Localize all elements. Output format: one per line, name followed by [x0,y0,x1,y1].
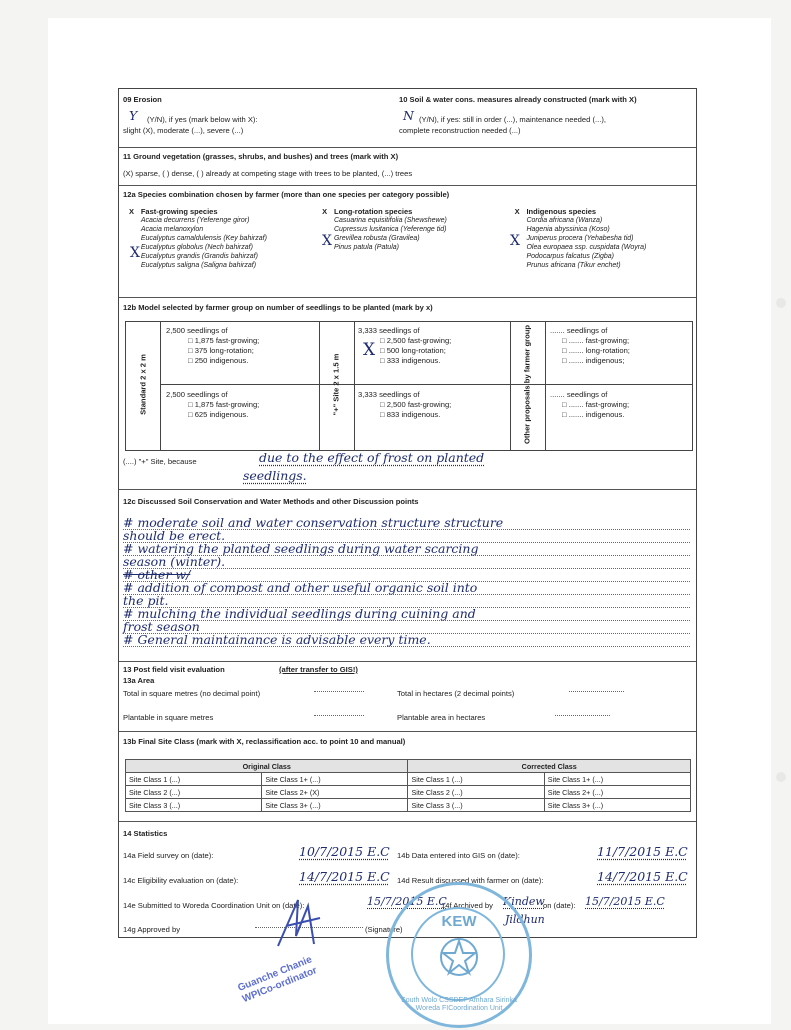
vegetation-title: 11 Ground vegetation (grasses, shrubs, and bushes) and trees (mark with X) [123,152,399,161]
fast-species-1: Acacia decurrens (Yeferenge giror) [140,217,250,224]
site-class-cell[interactable]: Site Class 1 (...) [408,773,544,786]
soil-title: 10 Soil & water cons. measures already constructed (mark with X) [399,95,637,104]
approved-label: 14g Approved by [123,925,180,934]
plus-site-reason-label: (....) "+" Site, because [123,457,197,466]
plantable-ha-label: Plantable area in hectares [397,713,486,722]
punch-hole [776,772,786,782]
site-class-cell[interactable]: Site Class 2+ (...) [544,786,690,799]
indigenous-species-5: Podocarpus falcatus (Zigba) [526,252,615,260]
indigenous-species-1: Cordia africana (Wanza) [526,217,603,224]
section-ground-vegetation [119,147,696,186]
plus-site-reason-line1: due to the effect of frost on planted [259,450,485,465]
species-row [127,253,696,262]
result-discussed-label: 14d Result discussed with farmer on (date): [397,876,544,885]
vegetation-text: (X) sparse, ( ) dense, ( ) already at competing stage with trees to be planted, (...) trees [123,169,413,178]
fast-species-2: Acacia melanoxylon [140,225,204,233]
discussion-line-7: the pit. [123,593,169,608]
soil-text1: (Y/N), if yes: still in order (...), maintenance needed (...), [419,115,606,124]
indigenous-species-6: Prunus africana (Tikur enchet) [526,261,621,269]
soil-answer: N [403,108,414,123]
round-stamp-text: South Wolo CSSDEF Amhara Sirinka Woreda FICoordination Unit [401,997,517,1012]
plus-site-label: "+" Site 2 x 1.5 m [331,353,341,416]
fast-mark: X [130,245,140,261]
long-species-3: Grevillea robusta (Gravilea) [333,234,420,242]
section-discussion [119,489,696,662]
long-species-1: Casuarina equisitifolia (Shewshewe) [333,217,447,224]
site-class-cell[interactable]: Site Class 3 (...) [126,799,262,812]
species-col-fast: Fast-growing species [140,207,218,216]
section-model [119,297,696,490]
discussion-line-8: # mulching the individual seedlings during cuining and [123,606,476,621]
area-title: 13a Area [123,676,155,685]
round-stamp-center: KEW [441,913,477,930]
species-row [127,217,696,226]
species-row [127,262,696,271]
discussion-line-5: # other w/ [123,567,191,582]
eligibility-date: 14/7/2015 E.C [299,869,390,884]
erosion-text2: slight (X), moderate (...), severe (...) [123,126,244,135]
site-class-cell[interactable]: Site Class 2 (...) [408,786,544,799]
corrected-class-header: Corrected Class [408,760,691,773]
archived-on-label: on (date): [543,901,576,910]
gis-entry-date: 11/7/2015 E.C [597,844,688,859]
original-class-header: Original Class [126,760,408,773]
discussion-line-9: frost season [123,619,200,634]
submitted-date: 15/7/2015 E.C [367,895,447,908]
discussion-line-10: # General maintainance is advisable every time. [123,632,431,647]
evaluation-title: 13 Post field visit evaluation [123,665,225,674]
model-standard-1: 2,500 seedlings of □ 1,875 fast-growing; □ 375 long-rotation; □ 250 indigenous. [166,326,260,365]
site-class-cell[interactable]: Site Class 2 (...) [126,786,262,799]
model-standard-2: 2,500 seedlings of □ 1,875 fast-growing; □ 625 indigenous. [166,390,260,419]
discussion-line-6: # addition of compost and other useful organic soil into [123,580,478,595]
signature-label: (Signature) [365,925,403,934]
site-class-cell[interactable]: Site Class 1+ (...) [544,773,690,786]
gis-entry-label: 14b Data entered into GIS on (date): [397,851,520,860]
field-survey-date: 10/7/2015 E.C [299,844,390,859]
site-class-row [126,786,691,799]
long-species-2: Cupressus lusitanica (Yeferenge tid) [333,225,447,233]
erosion-text1: (Y/N), if yes (mark below with X): [147,115,258,124]
coordinator-stamp-text: Guanche Chanie WPICo-ordinator [236,954,319,1006]
area-sqm-label: Total in square metres (no decimal point) [123,689,261,698]
species-table [127,206,696,270]
long-mark: X [322,233,332,249]
plantable-sqm-field[interactable] [314,715,364,716]
species-title: 12a Species combination chosen by farmer (more than one species per category possible) [123,190,450,199]
model-other-1: ....... seedlings of □ ....... fast-growing; □ ....... long-rotation; □ ....... indigenous; [550,326,630,365]
other-proposals-label: Other proposals by farmer group [522,325,532,444]
round-office-stamp [386,882,532,1028]
soil-text2: complete reconstruction needed (...) [399,126,521,135]
indigenous-species-3: Juniperus procera (Yehabesha tid) [526,234,634,242]
result-discussed-date: 14/7/2015 E.C [597,869,688,884]
round-stamp-emblem-icon [437,935,481,979]
erosion-title: 09 Erosion [123,95,162,104]
species-x-header: X [322,207,328,216]
site-class-cell[interactable]: Site Class 3 (...) [408,799,544,812]
site-class-cell[interactable]: Site Class 3+ (...) [262,799,408,812]
archived-by-name: Kindew [503,895,545,908]
site-class-cell[interactable]: Site Class 3+ (...) [544,799,690,812]
area-ha-field[interactable] [569,691,624,692]
model-plus-2: 3,333 seedlings of □ 2,500 fast-growing; □ 833 indigenous. [358,390,452,419]
site-class-cell[interactable]: Site Class 2+ (X) [262,786,408,799]
fast-species-6: Eucalyptus saligna (Saligna bahirzaf) [140,261,257,269]
plus-site-mark: X [363,340,376,360]
archived-label: 14f Archived by [441,901,493,910]
section-area [119,661,696,732]
standard-label: Standard 2 x 2 m [138,354,148,415]
plus-site-reason-line2: seedlings. [243,468,307,483]
site-assessment-form [118,88,697,938]
section-species [119,185,696,298]
site-class-cell[interactable]: Site Class 1 (...) [126,773,262,786]
section-erosion-soil [119,89,696,148]
discussion-line-2: should be erect. [123,528,226,543]
plantable-sqm-label: Plantable in square metres [123,713,214,722]
species-x-header: X [514,207,520,216]
site-class-row [126,773,691,786]
indigenous-mark: X [510,233,520,249]
discussion-line-3: # watering the planted seedlings during water scarcing [123,541,479,556]
fast-species-3: Eucalyptus camaldulensis (Key bahirzaf) [140,234,267,242]
model-other-2: ....... seedlings of □ ....... fast-growing; □ ....... indigenous. [550,390,630,419]
archived-date: 15/7/2015 E.C [585,895,665,908]
fast-species-4: Eucalyptus globolus (Nech bahirzaf) [140,243,253,251]
model-grid [125,321,693,451]
discussion-title: 12c Discussed Soil Conservation and Water Methods and other Discussion points [123,497,419,506]
statistics-title: 14 Statistics [123,829,168,838]
model-title: 12b Model selected by farmer group on number of seedlings to be planted (mark by x) [123,303,433,312]
punch-hole [776,298,786,308]
species-row [127,244,696,253]
plantable-ha-field[interactable] [555,715,610,716]
evaluation-title-note: (after transfer to GIS!) [279,665,358,674]
area-ha-label: Total in hectares (2 decimal points) [397,689,515,698]
indigenous-species-2: Hagenia abyssinica (Koso) [526,225,610,233]
long-species-4: Pinus patula (Patula) [333,243,399,251]
discussion-line-4: season (winter). [123,554,226,569]
indigenous-species-4: Olea europaea ssp. cuspidata (Woyra) [526,243,647,251]
species-row [127,226,696,235]
section-site-class [119,731,696,822]
species-row [127,235,696,244]
species-x-header: X [129,207,135,216]
site-class-table [125,759,691,812]
submitted-label: 14e Submitted to Woreda Coordination Unit on (date): [123,901,305,910]
site-class-cell[interactable]: Site Class 1+ (...) [262,773,408,786]
species-col-long: Long-rotation species [333,207,413,216]
archivist-signature: Jildhun [505,913,545,926]
erosion-answer: Y [129,108,138,123]
field-survey-label: 14a Field survey on (date): [123,851,214,860]
model-plus-1: 3,333 seedlings of □ 2,500 fast-growing; □ 500 long-rotation; □ 333 indigenous. [358,326,452,365]
site-class-title: 13b Final Site Class (mark with X, reclassification acc. to point 10 and manual) [123,737,406,746]
species-col-indigenous: Indigenous species [526,207,597,216]
fast-species-5: Eucalyptus grandis (Grandis bahirzaf) [140,252,258,260]
area-sqm-field[interactable] [314,691,364,692]
eligibility-label: 14c Eligibility evaluation on (date): [123,876,239,885]
site-class-row [126,799,691,812]
discussion-line-1: # moderate soil and water conservation structure structure [123,515,504,530]
